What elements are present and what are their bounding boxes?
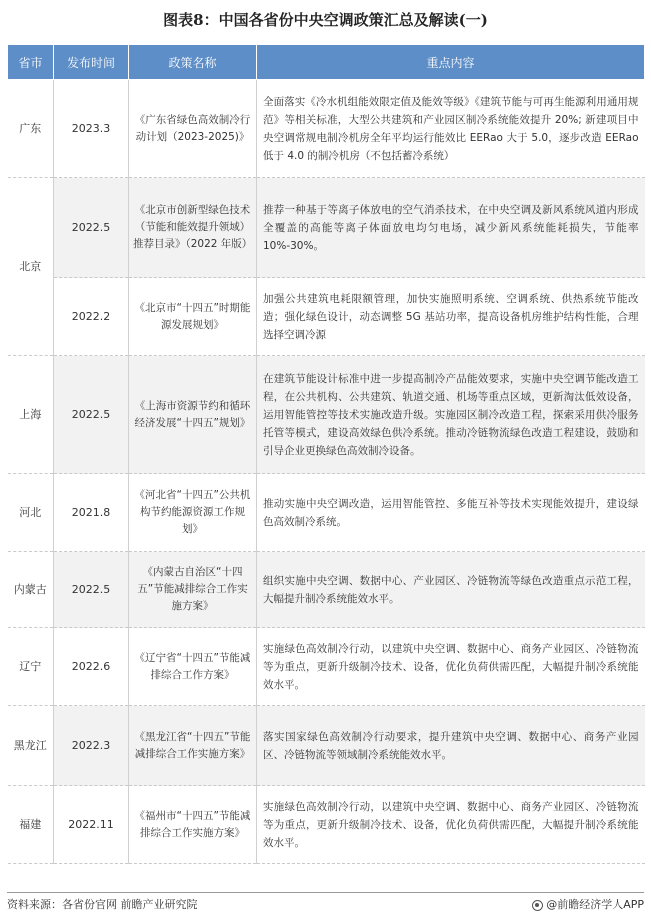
table-header-row <box>8 45 645 80</box>
brand-credit <box>532 896 644 914</box>
header-policy: 政策名称 <box>129 45 257 80</box>
table-row <box>8 706 645 786</box>
footer <box>7 892 644 913</box>
cell-province: 辽宁 <box>8 628 54 706</box>
cell-date: 2022.5 <box>54 356 129 474</box>
cell-content: 落实国家绿色高效制冷行动要求，提升建筑中央空调、数据中心、商务产业园区、冷链物流等领域制冷系统能效水平。 <box>257 706 645 786</box>
cell-policy: 《辽宁省“十四五”节能减排综合工作方案》 <box>129 628 257 706</box>
cell-date: 2023.3 <box>54 80 129 178</box>
table-row <box>8 474 645 552</box>
header-content: 重点内容 <box>257 45 645 80</box>
cell-content: 实施绿色高效制冷行动，以建筑中央空调、数据中心、商务产业园区、冷链物流等为重点，更新升级制冷技术、设备，优化负荷供需匹配，大幅提升制冷系统能效水平。 <box>257 628 645 706</box>
cell-content: 全面落实《冷水机组能效限定值及能效等级》《建筑节能与可再生能源利用通用规范》等相关标准，大型公共建筑和产业园区制冷系统能效提升 20%; 新建项目中央空调常规电制冷机房全年平均运行能效比 EERao 大于 5.0，逐步改造 EERao 低于 4.0 的制冷机房（不包括蓄冷系统） <box>257 80 645 178</box>
page-title: 图表8：中国各省份中央空调政策汇总及解读(一) <box>163 11 488 29</box>
cell-date: 2022.6 <box>54 628 129 706</box>
table-row <box>8 278 645 356</box>
cell-policy: 《北京市创新型绿色技术（节能和能效提升领域）推荐目录》（2022 年版） <box>129 178 257 278</box>
cell-date: 2022.5 <box>54 552 129 628</box>
table-row <box>8 628 645 706</box>
cell-date: 2022.5 <box>54 178 129 278</box>
cell-policy: 《河北省“十四五”公共机构节约能源资源工作规划》 <box>129 474 257 552</box>
cell-province: 内蒙古 <box>8 552 54 628</box>
cell-content: 加强公共建筑电耗限额管理，加快实施照明系统、空调系统、供热系统节能改造；强化绿色设计，动态调整 5G 基站功率，提高设备机房维护结构性能，合理选择空调冷源 <box>257 278 645 356</box>
cell-policy: 《内蒙古自治区“十四五”节能减排综合工作实施方案》 <box>129 552 257 628</box>
cell-policy: 《福州市“十四五”节能减排综合工作实施方案》 <box>129 786 257 864</box>
policy-table <box>7 44 645 864</box>
header-date: 发布时间 <box>54 45 129 80</box>
cell-policy: 《广东省绿色高效制冷行动计划（2023-2025)》 <box>129 80 257 178</box>
brand-text: @前瞻经济学人APP <box>546 898 644 911</box>
cell-content: 推动实施中央空调改造，运用智能管控、多能互补等技术实现能效提升，建设绿色高效制冷系统。 <box>257 474 645 552</box>
cell-province: 黑龙江 <box>8 706 54 786</box>
cell-province: 上海 <box>8 356 54 474</box>
cell-content: 推荐一种基于等离子体放电的空气消杀技术，在中央空调及新风系统风道内形成全覆盖的高能等离子体面放电均匀电场，减少新风系统能耗损失，节能率 10%-30%。 <box>257 178 645 278</box>
table-row <box>8 356 645 474</box>
cell-content: 在建筑节能设计标准中进一步提高制冷产品能效要求，实施中央空调节能改造工程，在公共机构、公共建筑、轨道交通、机场等重点区域，更新淘汰低效设备，运用智能管控等技术实施改造升级。实施园区制冷改造工程，探索采用供冷服务托管等模式，建设高效绿色供冷系统。推动冷链物流绿色改造工程建设，鼓励和引导企业更换绿色高效制冷设备。 <box>257 356 645 474</box>
cell-date: 2021.8 <box>54 474 129 552</box>
qianzhan-logo-icon <box>532 900 543 911</box>
table-row <box>8 552 645 628</box>
cell-date: 2022.11 <box>54 786 129 864</box>
cell-policy: 《北京市“十四五”时期能源发展规划》 <box>129 278 257 356</box>
cell-content: 组织实施中央空调、数据中心、产业园区、冷链物流等绿色改造重点示范工程，大幅提升制冷系统能效水平。 <box>257 552 645 628</box>
cell-province: 北京 <box>8 178 54 356</box>
cell-content: 实施绿色高效制冷行动，以建筑中央空调、数据中心、商务产业园区、冷链物流等为重点，更新升级制冷技术、设备，优化负荷供需匹配，大幅提升制冷系统能效水平。 <box>257 786 645 864</box>
cell-province: 广东 <box>8 80 54 178</box>
table-row <box>8 178 645 278</box>
table-row <box>8 80 645 178</box>
source-note: 资料来源：各省份官网 前瞻产业研究院 <box>7 898 198 911</box>
table-row <box>8 786 645 864</box>
cell-date: 2022.2 <box>54 278 129 356</box>
cell-date: 2022.3 <box>54 706 129 786</box>
cell-policy: 《上海市资源节约和循环经济发展“十四五”规划》 <box>129 356 257 474</box>
cell-province: 河北 <box>8 474 54 552</box>
header-province: 省市 <box>8 45 54 80</box>
cell-policy: 《黑龙江省“十四五”节能减排综合工作实施方案》 <box>129 706 257 786</box>
cell-province: 福建 <box>8 786 54 864</box>
